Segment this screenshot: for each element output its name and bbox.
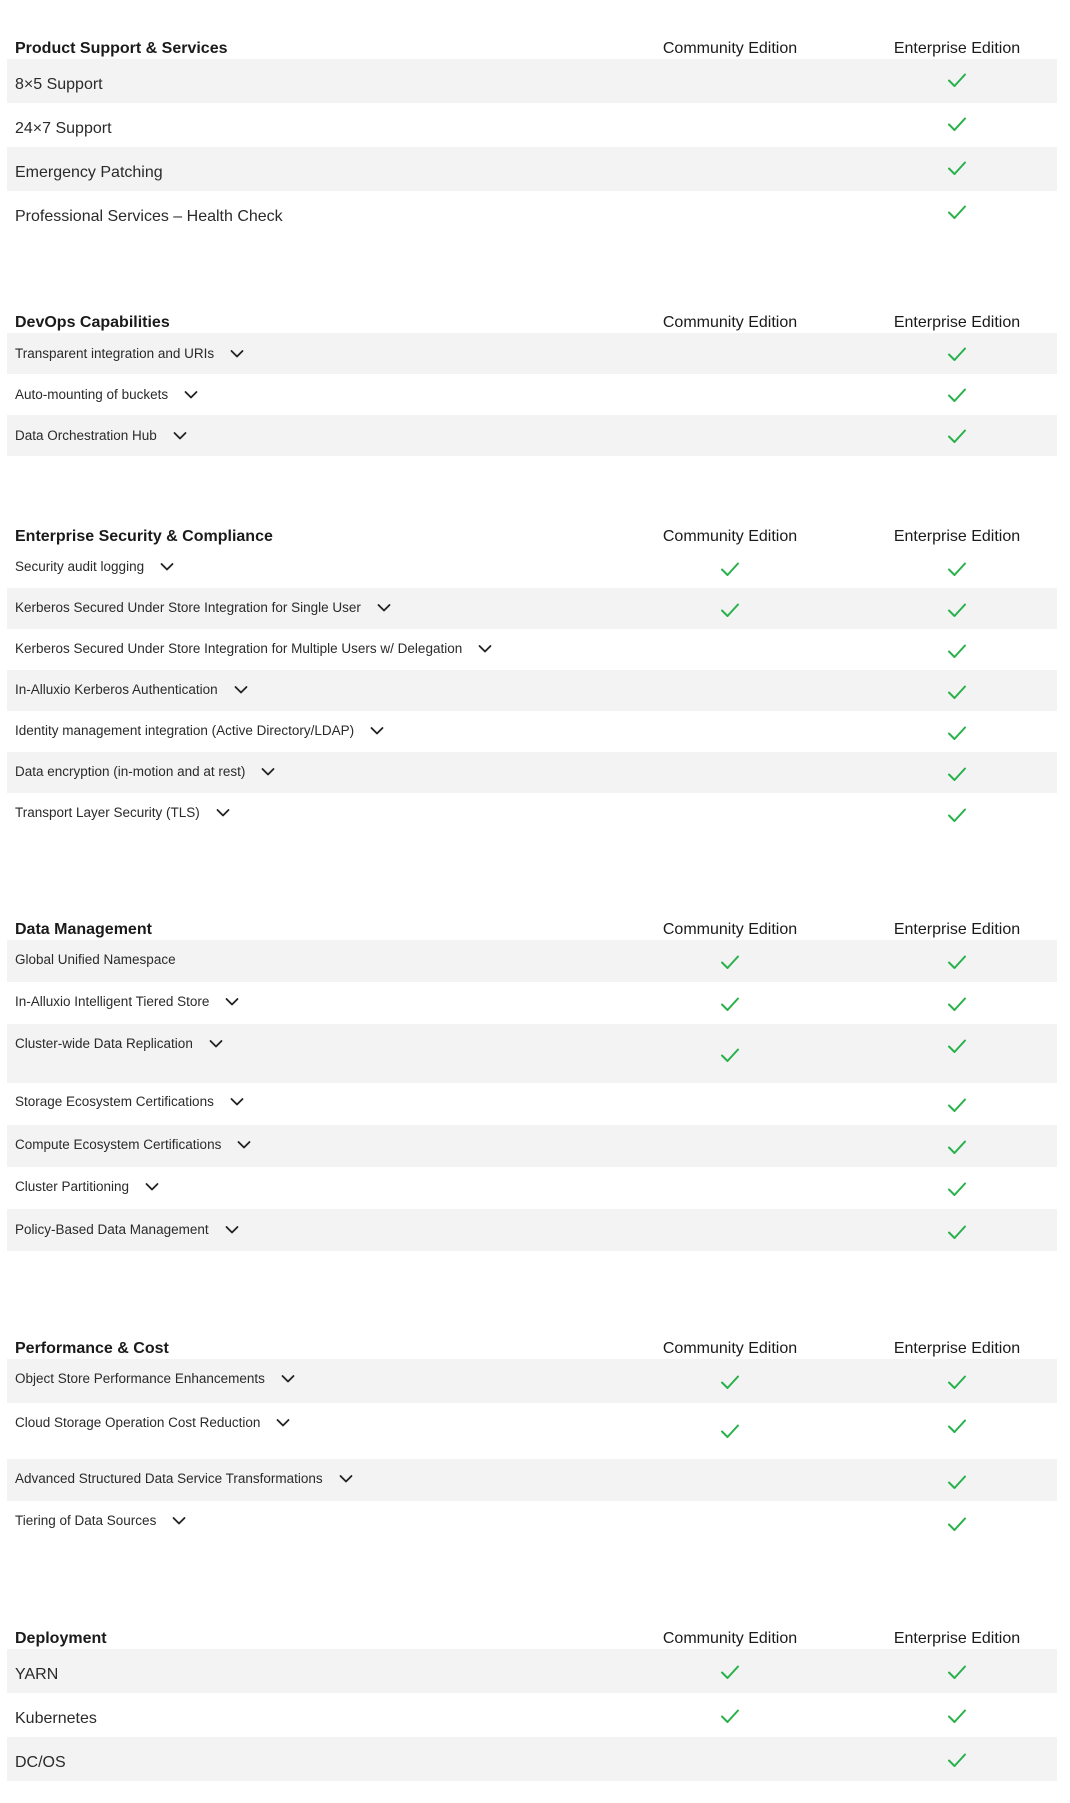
check-icon	[947, 387, 967, 403]
feature-label-wrap[interactable]	[15, 1471, 353, 1486]
column-header-enterprise: Enterprise Edition	[893, 921, 1021, 938]
feature-label-wrap	[15, 164, 163, 182]
check-icon	[947, 602, 967, 618]
check-icon	[947, 1097, 967, 1113]
check-icon	[947, 954, 967, 970]
feature-label-wrap[interactable]	[15, 641, 492, 656]
column-header-community: Community Edition	[662, 314, 798, 331]
chevron-down-icon[interactable]	[377, 603, 391, 613]
column-header-enterprise: Enterprise Edition	[893, 528, 1021, 545]
feature-label-wrap[interactable]	[15, 1137, 251, 1152]
feature-row[interactable]	[7, 415, 1057, 456]
feature-row	[7, 147, 1057, 191]
feature-row	[7, 191, 1057, 235]
check-icon	[720, 996, 740, 1012]
feature-row[interactable]	[7, 752, 1057, 793]
check-icon	[720, 1664, 740, 1680]
check-icon	[947, 204, 967, 220]
feature-label-wrap[interactable]	[15, 1513, 186, 1528]
check-icon	[720, 954, 740, 970]
chevron-down-icon[interactable]	[216, 808, 230, 818]
check-icon	[720, 1708, 740, 1724]
check-icon	[720, 1374, 740, 1390]
feature-label: Data encryption (in-motion and at rest)	[15, 764, 246, 779]
feature-label-wrap[interactable]	[15, 1222, 239, 1237]
feature-label-wrap[interactable]	[15, 682, 248, 697]
section-data-management	[7, 895, 1057, 1251]
feature-label-wrap[interactable]	[15, 805, 230, 820]
check-icon	[947, 1516, 967, 1532]
feature-label: DC/OS	[15, 1754, 66, 1771]
feature-label: Transparent integration and URIs	[15, 346, 215, 361]
feature-label-wrap[interactable]	[15, 1179, 159, 1194]
feature-label: Cluster Partitioning	[15, 1179, 130, 1194]
section-performance-cost	[7, 1314, 1057, 1543]
section-enterprise-security-compliance	[7, 502, 1057, 834]
chevron-down-icon[interactable]	[276, 1418, 290, 1428]
feature-label-wrap[interactable]	[15, 1371, 295, 1386]
chevron-down-icon[interactable]	[225, 1225, 239, 1235]
column-header-community: Community Edition	[662, 528, 798, 545]
feature-label-wrap	[15, 952, 176, 967]
feature-label: Auto-mounting of buckets	[15, 387, 169, 402]
chevron-down-icon[interactable]	[261, 767, 275, 777]
column-header-enterprise: Enterprise Edition	[893, 1630, 1021, 1647]
section-header	[7, 14, 1057, 59]
column-header-community: Community Edition	[662, 921, 798, 938]
feature-label: Security audit logging	[15, 559, 145, 574]
feature-row[interactable]	[7, 333, 1057, 374]
check-icon	[947, 996, 967, 1012]
check-icon	[947, 428, 967, 444]
chevron-down-icon[interactable]	[173, 431, 187, 441]
chevron-down-icon[interactable]	[237, 1140, 251, 1150]
feature-label: Data Orchestration Hub	[15, 428, 157, 443]
check-icon	[947, 725, 967, 741]
feature-label: Global Unified Namespace	[15, 952, 176, 967]
feature-row	[7, 940, 1057, 982]
check-icon	[947, 1224, 967, 1240]
chevron-down-icon[interactable]	[370, 726, 384, 736]
section-header	[7, 502, 1057, 547]
check-icon	[947, 1752, 967, 1768]
feature-label: Identity management integration (Active Directory/LDAP)	[15, 723, 355, 738]
section-title: Deployment	[15, 1630, 107, 1647]
check-icon	[947, 346, 967, 362]
feature-label: In-Alluxio Intelligent Tiered Store	[15, 994, 210, 1009]
check-icon	[947, 1708, 967, 1724]
feature-label-wrap	[15, 120, 112, 138]
feature-label: Cloud Storage Operation Cost Reduction	[15, 1415, 261, 1430]
feature-row[interactable]	[7, 1359, 1057, 1403]
feature-row[interactable]	[7, 588, 1057, 629]
feature-row[interactable]	[7, 1209, 1057, 1251]
section-title: Product Support & Services	[15, 40, 228, 57]
feature-label: Object Store Performance Enhancements	[15, 1371, 265, 1386]
feature-label: 24×7 Support	[15, 120, 112, 137]
feature-row[interactable]	[7, 1403, 1057, 1459]
check-icon	[947, 160, 967, 176]
section-header	[7, 895, 1057, 940]
column-header-community: Community Edition	[662, 1630, 798, 1647]
feature-row[interactable]	[7, 1125, 1057, 1167]
feature-row[interactable]	[7, 982, 1057, 1024]
chevron-down-icon[interactable]	[281, 1374, 295, 1384]
check-icon	[720, 1047, 740, 1063]
section-title: Enterprise Security & Compliance	[15, 528, 273, 545]
check-icon	[947, 1418, 967, 1434]
check-icon	[720, 1423, 740, 1439]
feature-row[interactable]	[7, 629, 1057, 670]
chevron-down-icon[interactable]	[234, 685, 248, 695]
column-header-enterprise: Enterprise Edition	[893, 314, 1021, 331]
chevron-down-icon[interactable]	[225, 997, 239, 1007]
column-header-enterprise: Enterprise Edition	[893, 1340, 1021, 1357]
feature-row[interactable]	[7, 793, 1057, 834]
feature-row	[7, 59, 1057, 103]
check-icon	[947, 1374, 967, 1390]
feature-label: Cluster-wide Data Replication	[15, 1036, 193, 1051]
feature-label: In-Alluxio Kerberos Authentication	[15, 682, 218, 697]
check-icon	[947, 684, 967, 700]
feature-row	[7, 1649, 1057, 1693]
section-header	[7, 288, 1057, 333]
check-icon	[947, 72, 967, 88]
section-deployment	[7, 1604, 1057, 1781]
column-header-community: Community Edition	[662, 40, 798, 57]
chevron-down-icon[interactable]	[339, 1474, 353, 1484]
chevron-down-icon[interactable]	[209, 1039, 223, 1049]
check-icon	[947, 807, 967, 823]
feature-row[interactable]	[7, 1083, 1057, 1125]
feature-label: Kerberos Secured Under Store Integration for Single User	[15, 600, 361, 615]
feature-label: Kerberos Secured Under Store Integration for Multiple Users w/ Delegation	[15, 641, 463, 656]
check-icon	[720, 561, 740, 577]
feature-label-wrap	[15, 1666, 58, 1684]
feature-label: Advanced Structured Data Service Transformations	[15, 1471, 323, 1486]
feature-row[interactable]	[7, 670, 1057, 711]
feature-label-wrap[interactable]	[15, 600, 391, 615]
check-icon	[947, 1474, 967, 1490]
feature-label-wrap[interactable]	[15, 994, 239, 1009]
chevron-down-icon[interactable]	[160, 562, 174, 572]
feature-label-wrap[interactable]	[15, 723, 384, 738]
check-icon	[947, 561, 967, 577]
feature-row[interactable]	[7, 374, 1057, 415]
section-product-support-services	[7, 14, 1057, 235]
check-icon	[947, 116, 967, 132]
section-header	[7, 1604, 1057, 1649]
feature-label-wrap	[15, 1754, 66, 1772]
feature-row[interactable]	[7, 1167, 1057, 1209]
feature-label-wrap	[15, 76, 103, 94]
column-header-enterprise: Enterprise Edition	[893, 40, 1021, 57]
section-title: DevOps Capabilities	[15, 314, 170, 331]
chevron-down-icon[interactable]	[145, 1182, 159, 1192]
feature-row[interactable]	[7, 1024, 1057, 1083]
check-icon	[947, 766, 967, 782]
feature-row[interactable]	[7, 547, 1057, 588]
feature-label: Transport Layer Security (TLS)	[15, 805, 200, 820]
check-icon	[947, 1664, 967, 1680]
feature-label: Kubernetes	[15, 1710, 97, 1727]
feature-row	[7, 1693, 1057, 1737]
section-title: Performance & Cost	[15, 1340, 169, 1357]
feature-label: Professional Services – Health Check	[15, 208, 283, 225]
chevron-down-icon[interactable]	[172, 1516, 186, 1526]
chevron-down-icon[interactable]	[184, 390, 198, 400]
column-header-community: Community Edition	[662, 1340, 798, 1357]
chevron-down-icon[interactable]	[230, 349, 244, 359]
feature-label-wrap[interactable]	[15, 1094, 244, 1109]
feature-row	[7, 103, 1057, 147]
feature-row[interactable]	[7, 711, 1057, 752]
feature-label: 8×5 Support	[15, 76, 103, 93]
feature-label: Tiering of Data Sources	[15, 1513, 157, 1528]
check-icon	[947, 1139, 967, 1155]
feature-row[interactable]	[7, 1501, 1057, 1543]
feature-label: Compute Ecosystem Certifications	[15, 1137, 222, 1152]
chevron-down-icon[interactable]	[478, 644, 492, 654]
feature-label-wrap	[15, 208, 283, 226]
feature-label: Policy-Based Data Management	[15, 1222, 209, 1237]
check-icon	[720, 602, 740, 618]
section-devops-capabilities	[7, 288, 1057, 456]
feature-label-wrap[interactable]	[15, 1036, 223, 1051]
feature-label-wrap	[15, 1710, 97, 1728]
feature-label: YARN	[15, 1666, 59, 1683]
check-icon	[947, 1181, 967, 1197]
feature-label-wrap[interactable]	[15, 1415, 290, 1430]
feature-label-wrap[interactable]	[15, 346, 244, 361]
feature-label-wrap[interactable]	[15, 428, 187, 443]
feature-label: Storage Ecosystem Certifications	[15, 1094, 214, 1109]
feature-row[interactable]	[7, 1459, 1057, 1501]
feature-row	[7, 1737, 1057, 1781]
feature-label: Emergency Patching	[15, 164, 163, 181]
section-header	[7, 1314, 1057, 1359]
feature-label-wrap[interactable]	[15, 559, 174, 574]
chevron-down-icon[interactable]	[230, 1097, 244, 1107]
feature-label-wrap[interactable]	[15, 387, 198, 402]
check-icon	[947, 643, 967, 659]
section-title: Data Management	[15, 921, 152, 938]
feature-label-wrap[interactable]	[15, 764, 275, 779]
check-icon	[947, 1038, 967, 1054]
